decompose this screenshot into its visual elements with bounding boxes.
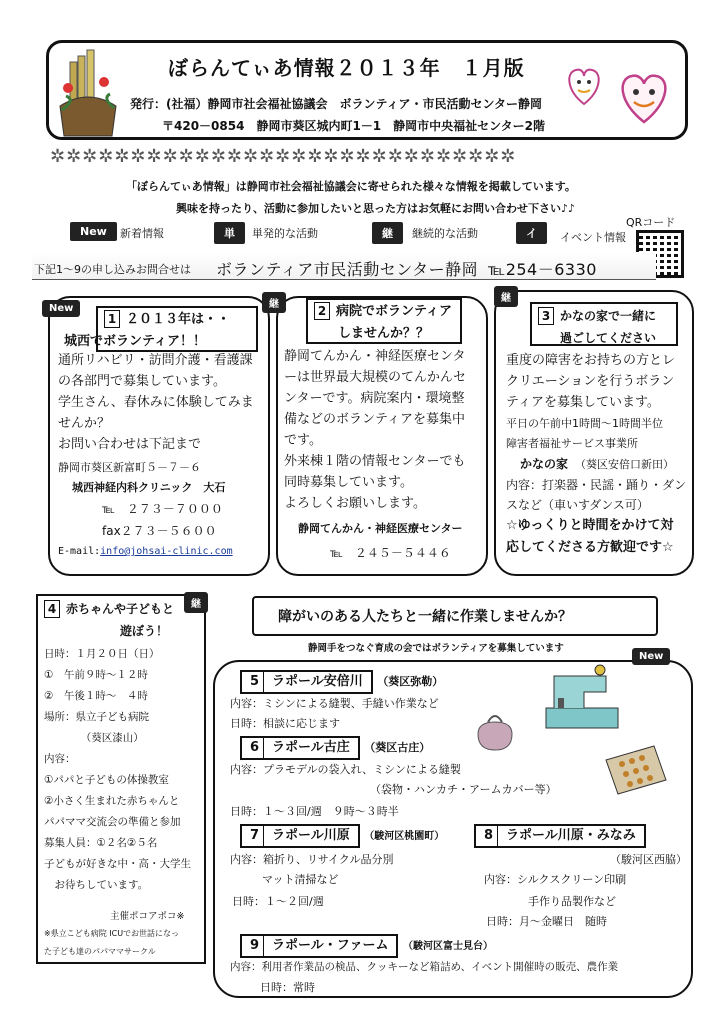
legend-tag-new: New — [70, 222, 117, 241]
card-4-line: 募集人員：①２名②５名 — [44, 837, 158, 849]
section-6-heading — [240, 736, 430, 760]
legend-tag-event: イ — [516, 222, 547, 244]
card-3-time: 平日の午前中1時間～1時間半位 — [506, 417, 663, 430]
card-1-line: せんか？ — [58, 416, 111, 431]
sewing-machine-icon — [540, 662, 624, 742]
card-4-host: 主催ポコアポコ※ — [110, 911, 185, 922]
section-5-name: ラポール安倍川 — [272, 674, 363, 689]
section-7-area: （駿河区桃園町） — [364, 831, 445, 842]
group-tag: New — [632, 648, 670, 665]
card-2-line: ンターです。病院案内・環境整 — [284, 391, 465, 406]
card-3-line: クリエーションを行うボラン — [506, 374, 675, 389]
card-4-note-2: た子ども達のパパママサークル — [44, 947, 156, 956]
card-1-fax: fax２７３－５６００ — [102, 524, 217, 538]
card-1-line: 学生さん、春休みに体験してみま — [58, 395, 254, 410]
section-5-area: （葵区弥勒） — [377, 675, 444, 688]
section-8-content: 内容：シルクスクリーン印刷 — [484, 873, 627, 886]
section-9-time: 日時：常時 — [260, 981, 315, 994]
card-2-line: です。 — [284, 433, 322, 448]
section-7-content: 内容：箱折り、リサイクル品分別 — [230, 853, 394, 866]
card-4-line: お待ちしています。 — [44, 879, 149, 891]
kadomatsu-icon — [56, 48, 120, 140]
section-6-time: 日時：１～３回/週 ９時～３時半 — [230, 805, 399, 818]
legend-tag-continuous: 継 — [372, 222, 403, 244]
card-4-line: 日時：１月２０日（日） — [44, 648, 160, 660]
section-7-number: 7 — [250, 826, 264, 846]
card-2-line: よろしくお願いします。 — [284, 496, 426, 511]
card-4-body — [44, 644, 191, 896]
card-1-email-link[interactable]: info@johsai-clinic.com — [100, 546, 233, 557]
section-9-heading — [240, 934, 493, 958]
card-1-line: 通所リハビリ・訪問介護・看護課 — [58, 353, 253, 368]
card-1-number: 1 — [104, 310, 120, 328]
card-4-line: ② 午後１時～ ４時 — [44, 690, 148, 702]
card-3-content-1: 内容：打楽器・民謡・踊り・ダン — [506, 478, 687, 492]
section-8-time: 日時：月～金曜日 随時 — [486, 915, 607, 928]
section-5-time: 日時：相談に応じます — [230, 717, 340, 730]
section-7-content-2: マット清掃など — [262, 873, 339, 886]
card-4-head-1: 赤ちゃんや子どもと — [66, 602, 175, 616]
card-4-number: 4 — [44, 600, 60, 618]
card-4-line: 場所：県立子ども病院 — [44, 711, 149, 723]
legend-text-new: 新着情報 — [120, 227, 164, 240]
card-1-tag: New — [42, 300, 80, 317]
card-2-head-2: しませんか？？ — [338, 326, 430, 341]
card-4-note-1: ※県立こども病院 ICUでお世話になっ — [44, 929, 180, 938]
card-4-head-2: 遊ぼう！ — [120, 624, 169, 638]
section-8-number: 8 — [484, 826, 498, 846]
card-2-body — [284, 346, 466, 514]
section-6-content-2: （袋物・ハンカチ・アームカバー等） — [370, 783, 557, 796]
section-7-name: ラポール川原 — [272, 828, 350, 843]
card-2-org: 静岡てんかん・神経医療センター — [298, 522, 463, 535]
snowflake-divider: ✲✲✲✲✲✲✲✲✲✲✲✲✲✲✲✲✲✲✲✲✲✲✲✲✲✲✲✲✲ — [50, 146, 517, 167]
card-2-number: 2 — [314, 302, 330, 320]
section-7-heading — [240, 824, 444, 848]
section-6-area: （葵区古庄） — [364, 741, 431, 754]
contact-prefix: 下記1～9の申し込みお問合せは — [34, 263, 191, 276]
card-2-line: 備などのボランティアを募集中 — [284, 412, 465, 427]
card-3-head-1: かなの家で一緒に — [560, 309, 657, 323]
section-5-number: 5 — [250, 672, 264, 692]
section-8-content-2: 手作り品製作など — [528, 895, 616, 908]
banner-subtitle: 静岡手をつなぐ育成の会ではボランティアを募集しています — [308, 643, 564, 654]
card-3-body — [506, 350, 675, 413]
section-6-number: 6 — [250, 738, 264, 758]
card-2-tag: 継 — [262, 292, 286, 313]
card-4-line: （葵区漆山） — [44, 732, 144, 744]
banner-title: 障がいのある人たちと一緒に作業しませんか？ — [278, 609, 572, 625]
card-1-tel: ℡ ２７３－７０００ — [102, 502, 223, 516]
card-3-heading — [530, 302, 678, 346]
card-1-head-1: ２０１３年は・・ — [126, 312, 231, 327]
card-3-closing-1: ☆ゆっくりと時間をかけて対 — [506, 518, 674, 533]
section-6-name: ラポール古庄 — [272, 740, 350, 755]
section-9-number: 9 — [250, 936, 264, 956]
legend-text-continuous: 継続的な活動 — [412, 227, 478, 240]
card-3-number: 3 — [538, 307, 554, 325]
legend-text-single: 単発的な活動 — [252, 227, 318, 240]
card-4-line: パパママ交流会の準備と参加 — [44, 816, 181, 828]
contact-tel: ℡254－6330 — [488, 260, 597, 279]
mascot-heart-icon — [614, 66, 674, 126]
section-8-area: （駿河区西脇） — [610, 853, 687, 866]
card-4-line: 子どもが好きな中・高・大学生 — [44, 858, 191, 870]
intro-line-2: 興味を持ったり、活動に参加したいと思った方はお気軽にお問い合わせ下さい♪♪ — [176, 202, 576, 215]
section-6-content: 内容：プラモデルの袋入れ、ミシンによる縫製 — [230, 763, 461, 776]
card-1-head-2: 城西でボランティア！！ — [64, 334, 206, 349]
card-4-line: ①パパと子どもの体操教室 — [44, 774, 169, 786]
card-3-place: かなの家 — [520, 457, 569, 471]
card-3-details — [506, 414, 686, 559]
card-4-line: 内容： — [44, 753, 76, 765]
card-2-line: 静岡てんかん・神経医療センタ — [284, 349, 466, 364]
card-2-head-1: 病院でボランティア — [336, 304, 452, 319]
section-5-heading — [240, 670, 443, 694]
legend-text-event: イベント情報 — [560, 231, 626, 244]
card-1-line: お問い合わせは下記まで — [58, 437, 202, 452]
publisher-line: 発行：(社福）静岡市社会福祉協議会 ボランティア・市民活動センター静岡 — [130, 97, 543, 111]
card-2-tel: ℡ ２４５－５４４６ — [330, 546, 451, 560]
cookie-tray-icon — [600, 740, 670, 800]
address-line: 〒420－0854 静岡市葵区城内町1－1 静岡市中央福祉センター2階 — [162, 119, 546, 133]
card-3-facility-type: 障害者福祉サービス事業所 — [506, 437, 638, 450]
card-1-clinic: 城西神経内科クリニック 大石 — [72, 481, 226, 494]
card-3-tag: 継 — [494, 286, 518, 307]
page-title: ぼらんてぃあ情報２０１３年 １月版 — [168, 56, 525, 80]
contact-center-name: ボランティア市民活動センター静岡 — [216, 260, 479, 279]
section-8-name: ラポール川原・みなみ — [506, 828, 636, 843]
card-1-contact — [58, 458, 233, 562]
card-4-line: ① 午前９時～１２時 — [44, 669, 148, 681]
section-9-content: 内容：利用者作業品の検品、クッキーなど箱詰め、イベント開催時の販売、農作業 — [230, 961, 619, 973]
bag-icon — [474, 710, 516, 752]
section-5-content: 内容：ミシンによる縫製、手縫い作業など — [230, 697, 439, 710]
section-9-area: （駿河区富士見台） — [403, 941, 494, 952]
card-1-address: 静岡市葵区新富町５－７－６ — [58, 461, 201, 474]
legend-tag-single: 単 — [214, 222, 245, 244]
card-2-line: 外来棟１階の情報センターでも — [284, 454, 466, 469]
card-2-heading — [306, 298, 462, 344]
card-3-head-2: 過ごしてください — [560, 331, 657, 345]
card-3-content-2: スなど（車いすダンス可） — [506, 498, 649, 512]
card-3-line: ティアを募集しています。 — [506, 395, 660, 410]
card-2-line: 同時募集しています。 — [284, 475, 413, 490]
card-3-place-area: （葵区安倍口新田） — [575, 458, 675, 471]
mascot-small-icon — [564, 62, 604, 108]
qr-label: QRコード — [626, 216, 676, 229]
section-7-time: 日時：１～２回/週 — [232, 895, 324, 908]
card-4-line: ②小さく生まれた赤ちゃんと — [44, 795, 180, 807]
section-8-heading — [474, 824, 646, 848]
card-1-line: の各部門で募集しています。 — [58, 374, 226, 389]
card-1-email-label: E-mail: — [58, 546, 101, 557]
card-2-line: ーは世界最大規模のてんかんセ — [284, 370, 467, 385]
card-4-tag: 継 — [184, 592, 208, 613]
intro-line-1: 「ぼらんてぃあ情報」は静岡市社会福祉協議会に寄せられた様々な情報を掲載しています。 — [126, 180, 576, 193]
card-3-closing-2: 応してくださる方歓迎です☆ — [506, 540, 674, 555]
card-4-heading — [44, 600, 174, 618]
card-3-line: 重度の障害をお持ちの方とレ — [506, 353, 676, 368]
card-1-body — [58, 350, 254, 455]
section-9-name: ラポール・ファーム — [272, 938, 389, 953]
